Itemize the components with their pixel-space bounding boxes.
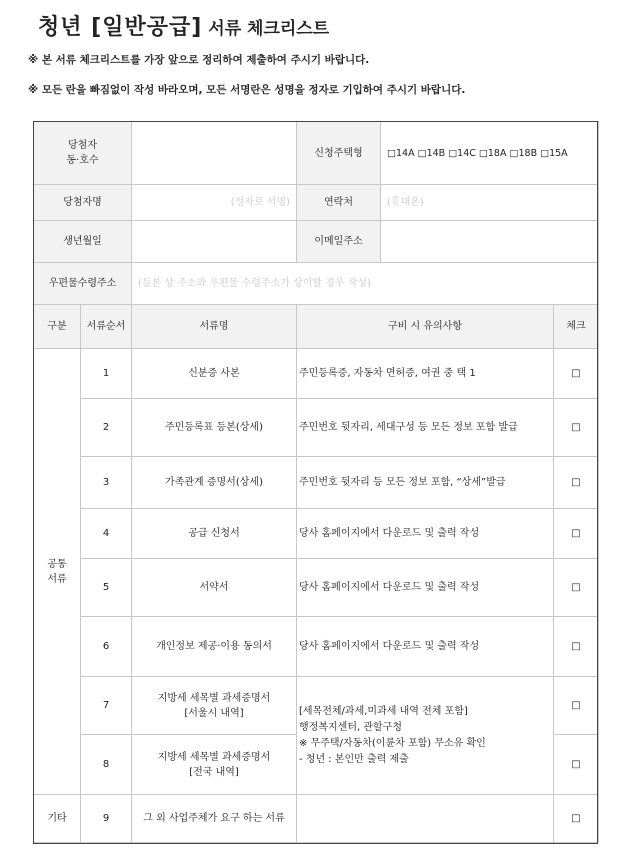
header-check: 체크 xyxy=(554,305,599,349)
doc-name: 개인정보 제공·이용 동의서 xyxy=(132,617,297,677)
header-order: 서류순서 xyxy=(81,305,132,349)
header-notes: 구비 시 유의사항 xyxy=(297,305,554,349)
doc-note: 당사 홈페이지에서 다운로드 및 출력 작성 xyxy=(297,617,554,677)
winner-unit-label-line2: 동·호수 xyxy=(66,155,99,166)
table-row xyxy=(34,349,599,399)
check-box[interactable]: □ xyxy=(554,795,599,843)
doc-name: 공급 신청서 xyxy=(132,509,297,559)
check-box[interactable]: □ xyxy=(554,399,599,457)
tax-cert-note: [세목전체/과세,미과세 내역 전체 포함] 행정복지센터, 관할구청 ※ 무주택/자동차(이륜차 포함) 무소유 확인 - 청년 : 본인만 출력 제출 xyxy=(297,677,554,795)
title-sub: 서류 체크리스트 xyxy=(208,19,330,39)
check-box[interactable]: □ xyxy=(554,457,599,509)
doc-no: 4 xyxy=(81,509,132,559)
notice-2: ※ 모든 란을 빠짐없이 작성 바라오며, 모든 서명란은 성명을 정자로 기입하여 주시기 바랍니다. xyxy=(28,84,466,96)
doc-no: 6 xyxy=(81,617,132,677)
doc-name: 주민등록표 등본(상세) xyxy=(132,399,297,457)
table-row xyxy=(34,559,599,617)
contact-field[interactable]: (휴대폰) xyxy=(381,185,599,221)
housing-type-label: 신청주택형 xyxy=(297,122,381,185)
winner-unit-label-line1: 당첨자 xyxy=(68,140,97,151)
table-row xyxy=(34,457,599,509)
category-other: 기타 xyxy=(34,795,81,843)
check-box[interactable]: □ xyxy=(554,349,599,399)
address-field[interactable]: (등본 상 주소와 우편물 수령주소가 상이할 경우 작성) xyxy=(132,263,599,305)
check-box[interactable]: □ xyxy=(554,559,599,617)
doc-no: 3 xyxy=(81,457,132,509)
check-box[interactable]: □ xyxy=(554,677,599,735)
doc-name: 가족관계 증명서(상세) xyxy=(132,457,297,509)
doc-no: 9 xyxy=(81,795,132,843)
table-row xyxy=(34,399,599,457)
notice-1: ※ 본 서류 체크리스트를 가장 앞으로 정리하여 제출하여 주시기 바랍니다. xyxy=(28,54,370,66)
winner-name-field[interactable]: (정자로 서명) xyxy=(132,185,297,221)
doc-name: 신분증 사본 xyxy=(132,349,297,399)
table-row xyxy=(34,795,599,843)
table-row xyxy=(34,617,599,677)
doc-note: 주민등록증, 자동차 면허증, 여권 중 택 1 xyxy=(297,349,554,399)
doc-no: 7 xyxy=(81,677,132,735)
address-label: 우편물수령주소 xyxy=(34,263,132,305)
winner-name-label: 당첨자명 xyxy=(34,185,132,221)
doc-name: 지방세 세목별 과세증명서 [서울시 내역] xyxy=(132,677,297,735)
header-doc-name: 서류명 xyxy=(132,305,297,349)
doc-no: 8 xyxy=(81,735,132,795)
doc-note: 당사 홈페이지에서 다운로드 및 출력 작성 xyxy=(297,559,554,617)
housing-type-options[interactable]: □14A □14B □14C □18A □18B □15A xyxy=(381,122,599,185)
doc-name: 지방세 세목별 과세증명서 [전국 내역] xyxy=(132,735,297,795)
birth-field[interactable] xyxy=(132,221,297,263)
email-field[interactable] xyxy=(381,221,599,263)
birth-label: 생년월일 xyxy=(34,221,132,263)
check-box[interactable]: □ xyxy=(554,617,599,677)
doc-no: 1 xyxy=(81,349,132,399)
category-common: 공통 서류 xyxy=(34,349,81,795)
doc-name: 서약서 xyxy=(132,559,297,617)
checklist-table xyxy=(33,121,599,843)
check-box[interactable]: □ xyxy=(554,509,599,559)
table-row xyxy=(34,677,599,735)
email-label: 이메일주소 xyxy=(297,221,381,263)
doc-note: 당사 홈페이지에서 다운로드 및 출력 작성 xyxy=(297,509,554,559)
page-title xyxy=(38,10,329,40)
winner-unit-field[interactable] xyxy=(132,122,297,185)
doc-no: 5 xyxy=(81,559,132,617)
doc-note: 주민번호 뒷자리 등 모든 정보 포함, “상세”발급 xyxy=(297,457,554,509)
winner-unit-label xyxy=(34,122,132,185)
table-row xyxy=(34,509,599,559)
header-category: 구분 xyxy=(34,305,81,349)
doc-note xyxy=(297,795,554,843)
doc-no: 2 xyxy=(81,399,132,457)
title-main: 청년 [일반공급] xyxy=(38,15,203,40)
doc-name: 그 외 사업주체가 요구 하는 서류 xyxy=(132,795,297,843)
check-box[interactable]: □ xyxy=(554,735,599,795)
doc-note: 주민번호 뒷자리, 세대구성 등 모든 정보 포함 발급 xyxy=(297,399,554,457)
contact-label: 연락처 xyxy=(297,185,381,221)
